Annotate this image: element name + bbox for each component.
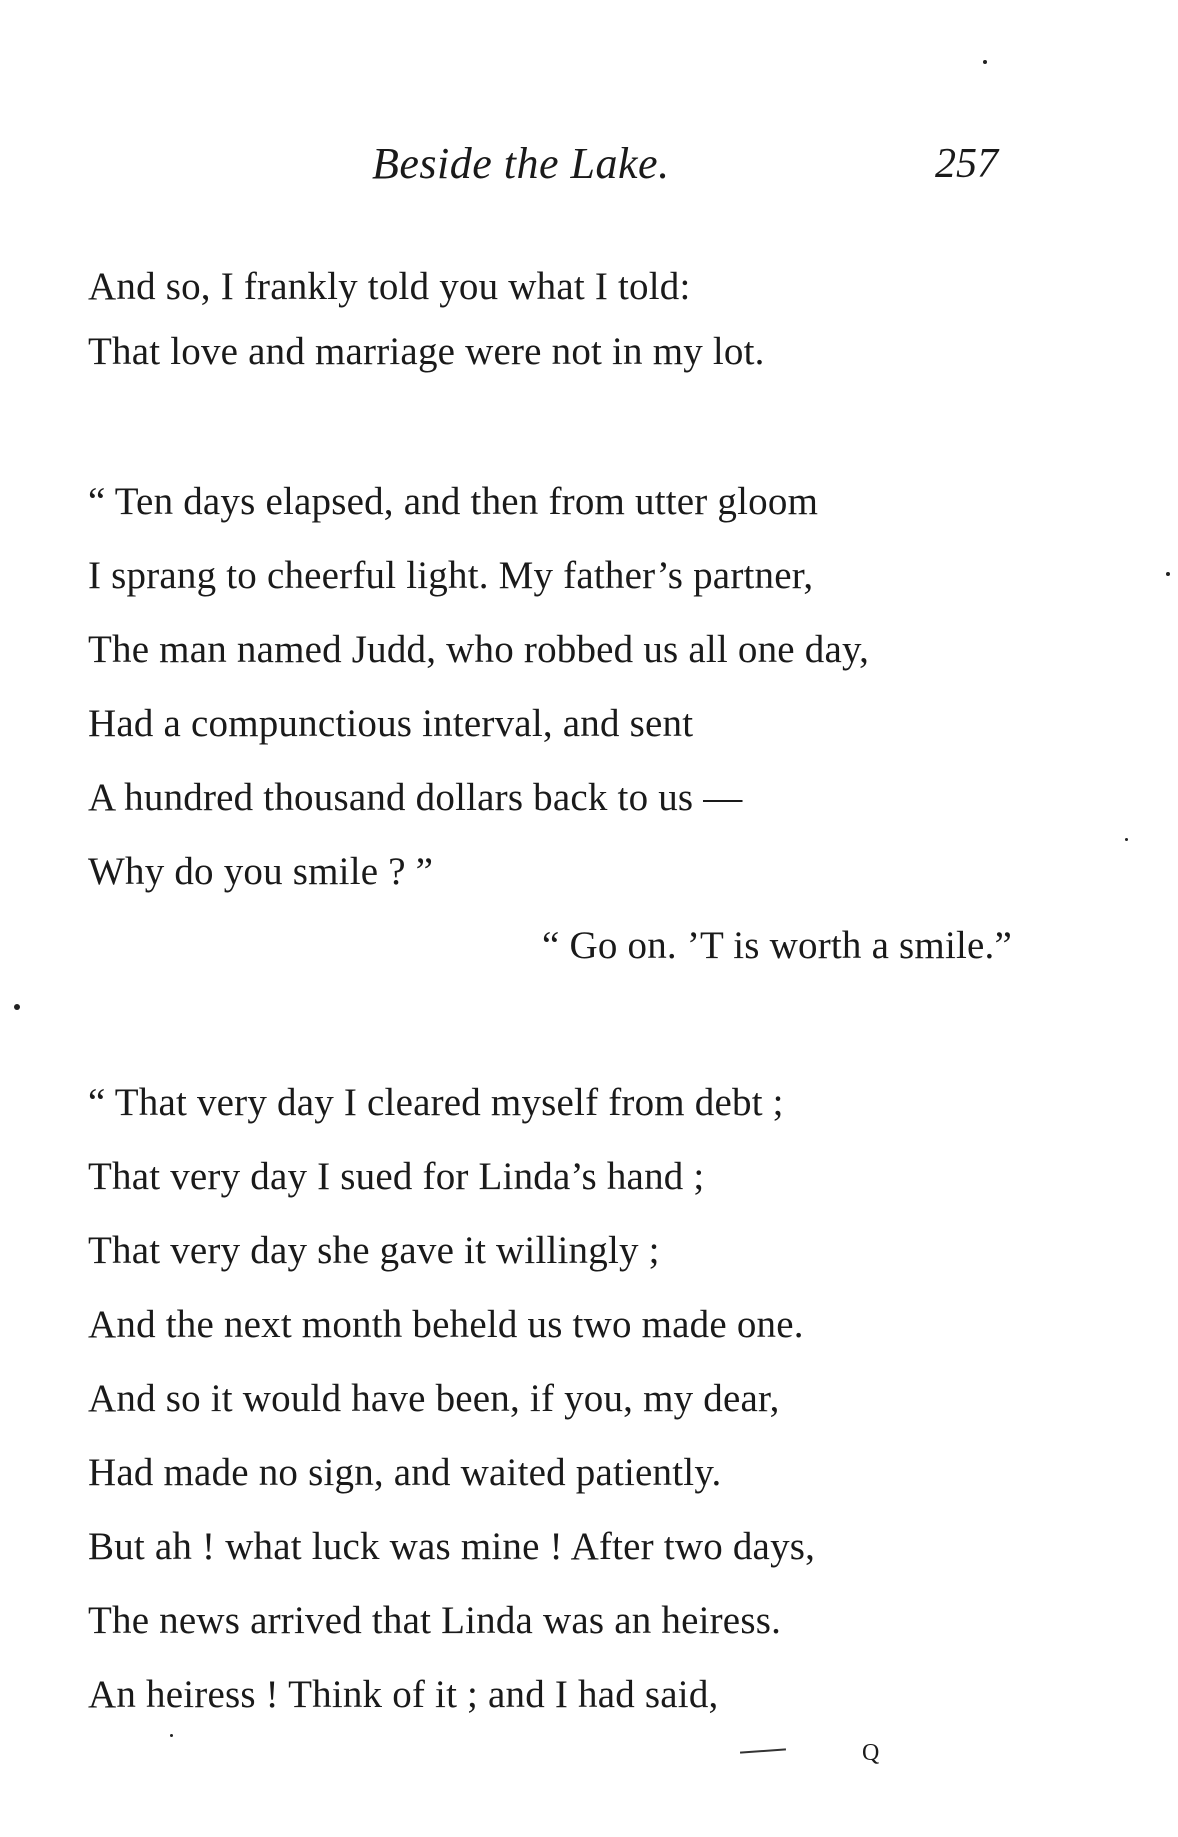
page-number: 257: [935, 141, 998, 187]
scan-speck: [1125, 838, 1128, 841]
poem-line: That love and marriage were not in my lot.: [88, 330, 765, 373]
poem-line: And the next month beheld us two made one.: [88, 1303, 804, 1346]
poem-line: The news arrived that Linda was an heiress.: [88, 1599, 782, 1642]
poem-line: “ Ten days elapsed, and then from utter gloom: [88, 480, 819, 523]
poem-line: I sprang to cheerful light. My father’s partner,: [88, 554, 814, 597]
poem-line: Why do you smile ? ”: [88, 850, 434, 893]
scan-speck: [983, 60, 987, 64]
signature-mark: Q: [862, 1740, 880, 1766]
poem-line: Had a compunctious interval, and sent: [88, 702, 694, 745]
poem-reply-line: “ Go on. ’T is worth a smile.”: [542, 924, 1012, 967]
poem-line: The man named Judd, who robbed us all one day,: [88, 628, 870, 671]
poem-line: A hundred thousand dollars back to us —: [88, 776, 743, 819]
scan-speck: [14, 1004, 20, 1010]
footer-dash-mark: [740, 1748, 786, 1753]
poem-line: But ah ! what luck was mine ! After two days,: [88, 1525, 816, 1568]
poem-line: An heiress ! Think of it ; and I had said,: [88, 1673, 719, 1716]
poem-line: And so it would have been, if you, my dear,: [88, 1377, 780, 1420]
poem-line: That very day I sued for Linda’s hand ;: [88, 1155, 705, 1198]
poem-line: And so, I frankly told you what I told:: [88, 265, 691, 308]
scan-speck: [170, 1734, 173, 1737]
poem-line: Had made no sign, and waited patiently.: [88, 1451, 722, 1494]
running-header-title: Beside the Lake.: [372, 139, 670, 188]
poem-line: That very day she gave it willingly ;: [88, 1229, 660, 1272]
poem-line: “ That very day I cleared myself from debt ;: [88, 1081, 784, 1124]
scan-speck: [1166, 572, 1170, 576]
